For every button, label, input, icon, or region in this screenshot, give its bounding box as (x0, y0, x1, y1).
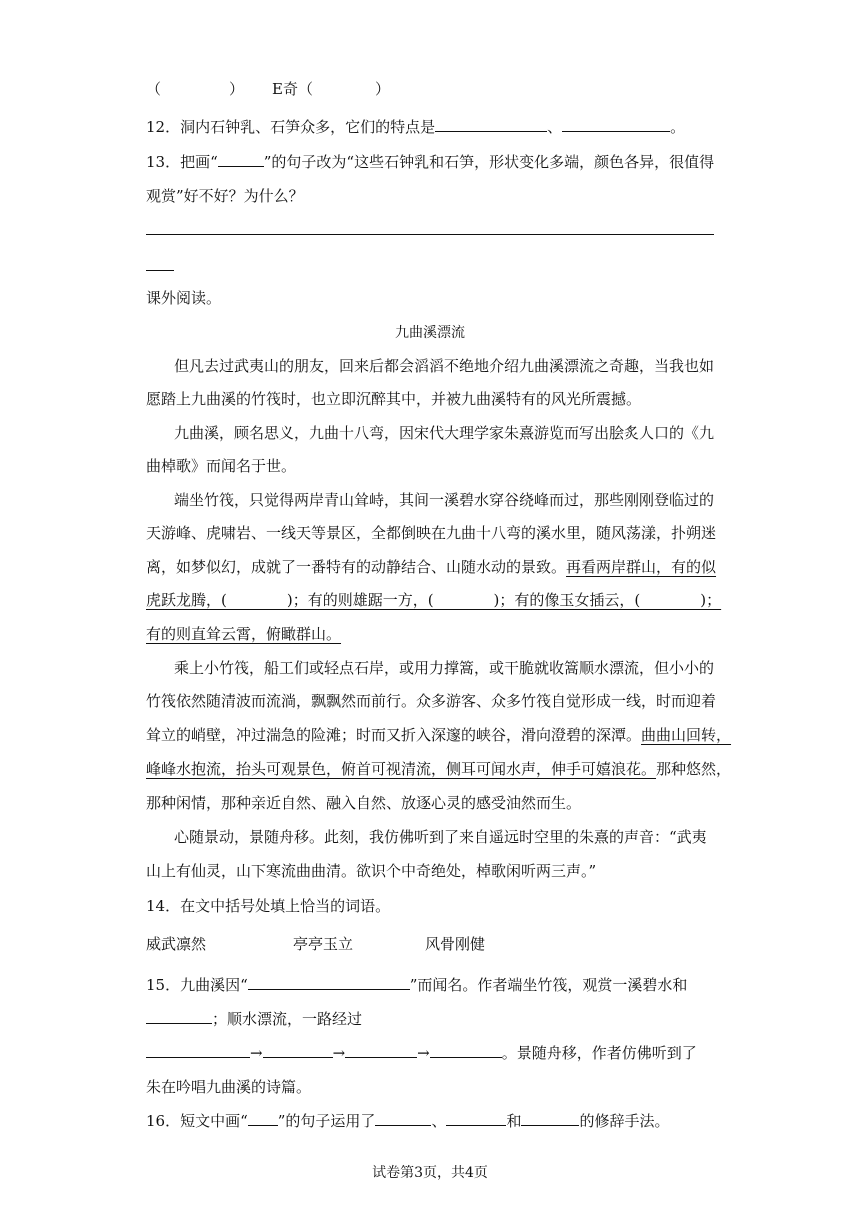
passage-p4-line-5: 那种闲情，那种亲近自然、融入自然、放逐心灵的感受油然而生。 (146, 794, 582, 812)
underlined-sentence-fill-blanks: 虎跃龙腾，( )；有的则雄踞一方，( )；有的像玉女插云，( )； (146, 591, 722, 609)
question-12 (146, 116, 685, 137)
q16-text-a: 16．短文中画“ (146, 1112, 248, 1130)
q13-blank[interactable] (218, 165, 264, 167)
underlined-sentence-2-end: 峰峰水抱流，抬头可观景色，俯首可视清流，侧耳可闻水声，伸手可嬉浪花。 (146, 760, 657, 778)
question-15-line-3 (146, 1042, 697, 1063)
q15-blank-5[interactable] (345, 1056, 417, 1058)
question-15-line-2 (146, 1008, 362, 1029)
passage-p4-line-3 (146, 724, 731, 745)
q12-blank-2[interactable] (562, 130, 670, 132)
option-line (146, 78, 390, 99)
paren-left: （ (146, 80, 162, 98)
passage-p3-line-1: 端坐竹筏，只觉得两岸青山耸峙，其间一溪碧水穿谷绕峰而过，那些刚刚登临过的 (174, 491, 715, 509)
q15-blank-4[interactable] (263, 1056, 333, 1058)
q16-text-b: ”的句子运用了 (277, 1112, 376, 1130)
passage-p1-line-1: 但凡去过武夷山的朋友，回来后都会滔滔不绝地介绍九曲溪漂流之奇趣，当我也如 (174, 357, 715, 375)
q16-sep: 、 (431, 1112, 447, 1130)
q15-blank-3[interactable] (146, 1056, 250, 1058)
q14-word-2: 亭亭玉立 (293, 935, 354, 953)
q12-sep: 、 (547, 118, 563, 136)
passage-p3-line-3-text: 离，如梦似幻，成就了一番特有的动静结合、山随水动的景致。 (146, 558, 567, 576)
passage-p2-line-2: 曲棹歌》而闻名于世。 (146, 457, 297, 475)
q15-blank-1[interactable] (248, 988, 410, 990)
passage-title: 九曲溪漂流 (395, 325, 465, 341)
q14-word-3: 风骨刚健 (425, 935, 486, 953)
answer-line[interactable] (146, 234, 714, 235)
question-16 (146, 1110, 669, 1131)
passage-p2-line-1: 九曲溪，顾名思义，九曲十八弯，因宋代大理学家朱熹游览而写出脍炙人口的《九 (174, 424, 715, 442)
q15-text-d: 。景随舟移，作者仿佛听到了 (501, 1044, 697, 1062)
passage-p5-line-1: 心随景动，景随舟移。此刻，我仿佛听到了来自遥远时空里的朱熹的声音：“武夷 (174, 828, 707, 846)
q12-text: 12．洞内石钟乳、石笋众多，它们的特点是 (146, 118, 436, 136)
underlined-sentence-2-start: 曲曲山回转， (641, 726, 732, 744)
passage-p5-line-2: 山上有仙灵，山下寒流曲曲清。欲识个中奇绝处，棹歌闲听两三声。” (146, 862, 597, 880)
question-15-line-4: 朱在吟唱九曲溪的诗篇。 (146, 1078, 312, 1096)
page-footer: 试卷第3页，共4页 (372, 1165, 488, 1181)
section-label: 课外阅读。 (146, 289, 222, 307)
answer-line-tail[interactable] (146, 270, 174, 271)
q15-text-c: ；顺水漂流，一路经过 (212, 1010, 363, 1028)
question-15-line-1 (146, 974, 687, 995)
arrow-icon: → (332, 1044, 346, 1062)
q13-text-b: ”的句子改为“这些石钟乳和石笋，形状变化多端，颜色各异，很值得 (263, 153, 715, 171)
passage-p4-line-2: 竹筏依然随清波而流淌，飘飘然而前行。众多游客、众多竹筏自觉形成一线，时而迎着 (146, 692, 717, 710)
q16-end: 的修辞手法。 (579, 1112, 670, 1130)
arrow-icon: → (417, 1044, 430, 1062)
question-13-line-2: 观赏”好不好？为什么？ (146, 187, 304, 205)
passage-p3-line-2: 天游峰、虎啸岩、一线天等景区，全都倒映在九曲十八弯的溪水里，随风荡漾，扑朔迷 (146, 524, 717, 542)
q15-text-b: ”而闻名。作者端坐竹筏，观赏一溪碧水和 (409, 976, 688, 994)
q16-blank-3[interactable] (521, 1124, 579, 1126)
passage-p4-line-3-text: 耸立的峭壁，冲过湍急的险滩；时而又折入深邃的峡谷，滑向澄碧的深潭。 (146, 726, 642, 744)
q16-blank-marker[interactable] (248, 1124, 278, 1126)
paren-right: ） (374, 80, 390, 98)
q12-end: 。 (670, 118, 686, 136)
q15-blank-6[interactable] (430, 1056, 502, 1058)
passage-p4-line-4-text: 那种悠然， (656, 760, 732, 778)
q14-word-1: 威武凛然 (146, 935, 207, 953)
option-e: E奇（ (272, 80, 313, 98)
question-13-line-1 (146, 151, 714, 172)
passage-p4-line-1: 乘上小竹筏，船工们或轻点石岸，或用力撑篙，或干脆就收篙顺水漂流，但小小的 (174, 659, 715, 677)
q12-blank-1[interactable] (435, 130, 547, 132)
underlined-sentence-start: 再看两岸群山，有的似 (566, 558, 717, 576)
passage-p3-line-3 (146, 556, 716, 577)
q16-blank-2[interactable] (446, 1124, 506, 1126)
passage-p4-line-4 (146, 758, 731, 779)
q13-text-a: 13．把画“ (146, 153, 218, 171)
q15-blank-2[interactable] (146, 1022, 212, 1024)
q15-text-a: 15．九曲溪因“ (146, 976, 248, 994)
q16-and: 和 (506, 1112, 522, 1130)
passage-p1-line-2: 愿踏上九曲溪的竹筏时，也立即沉醉其中，并被九曲溪特有的风光所震撼。 (146, 390, 642, 408)
question-14: 14．在文中括号处填上恰当的词语。 (146, 897, 391, 915)
arrow-icon: → (250, 1044, 263, 1062)
paren-mid: ） (229, 80, 245, 98)
q16-blank-1[interactable] (375, 1124, 431, 1126)
underlined-sentence-end: 有的则直耸云霄，俯瞰群山。 (146, 625, 342, 643)
